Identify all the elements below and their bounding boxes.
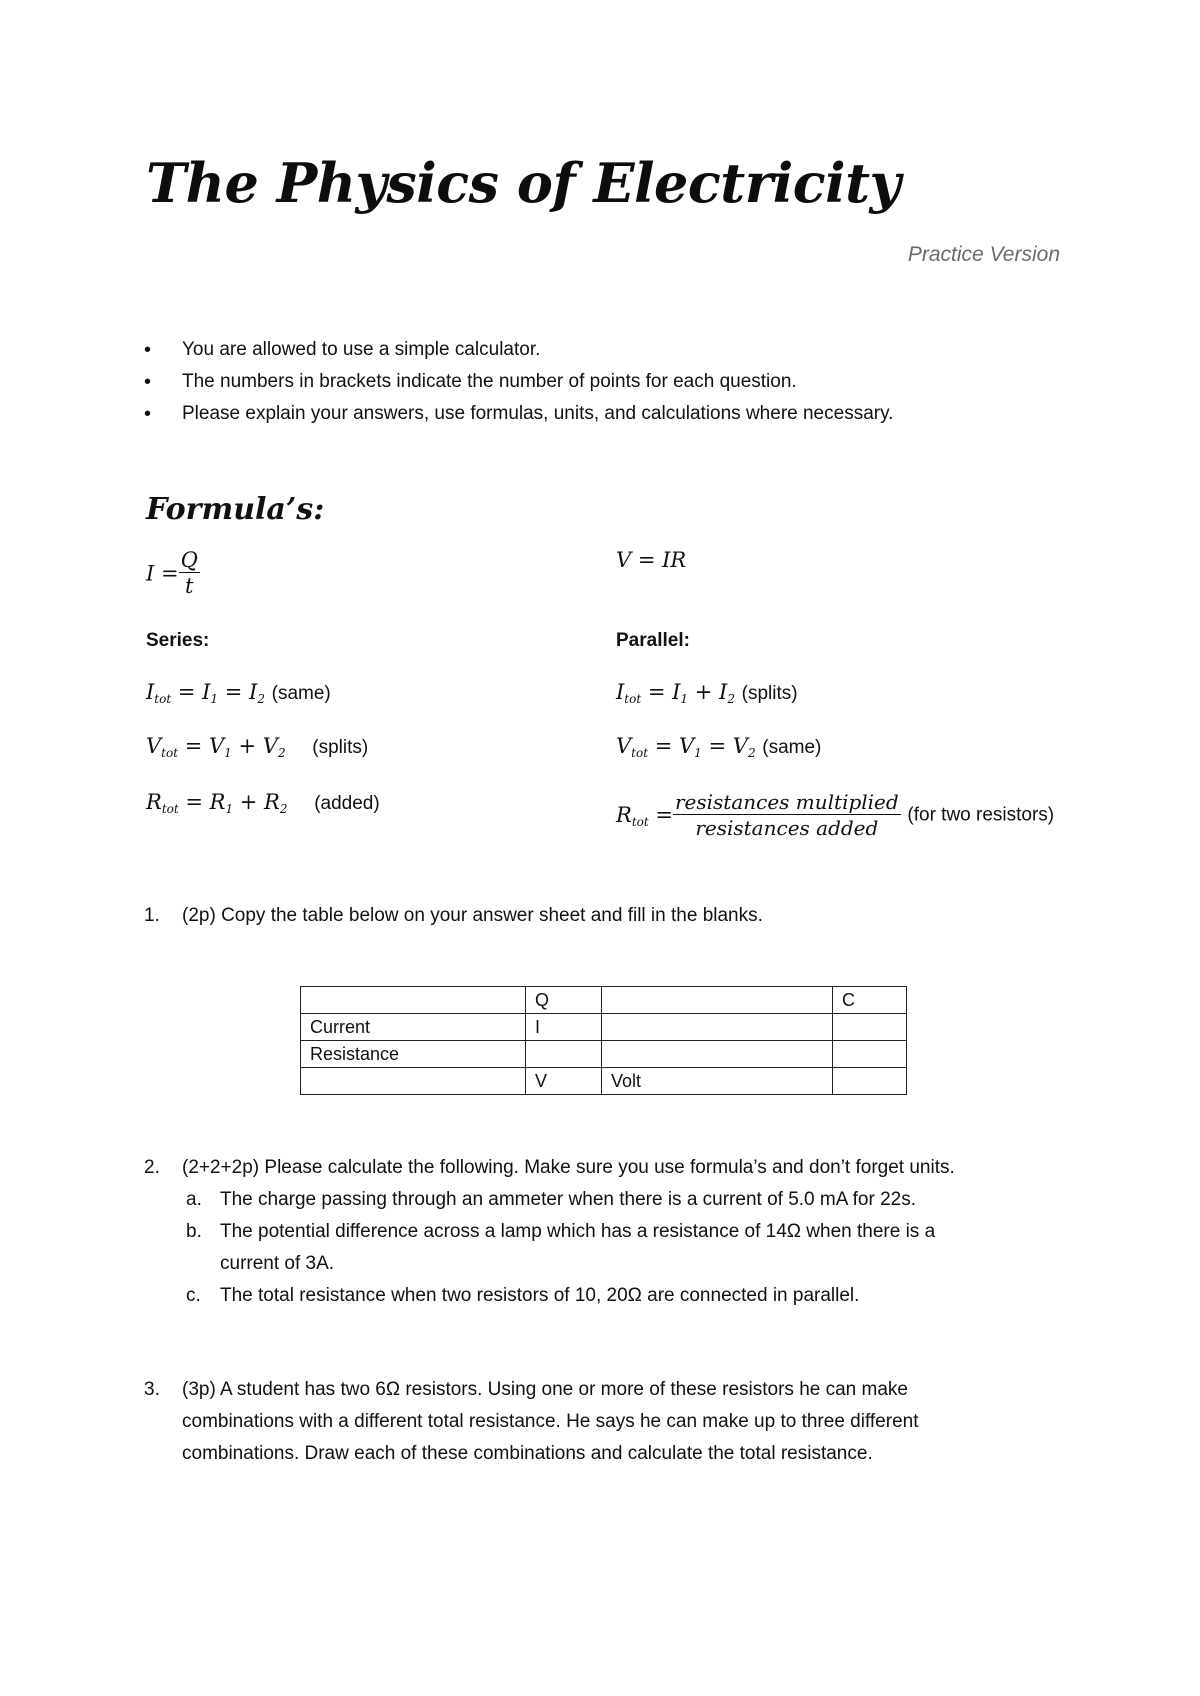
instruction-item: • The numbers in brackets indicate the number of points for each question. [140, 366, 893, 398]
instruction-item: • Please explain your answers, use formulas, units, and calculations where necessary. [140, 398, 893, 430]
formulas-heading: Formula’s: [146, 492, 325, 527]
subquestion-letter: c. [186, 1285, 201, 1306]
table-cell [833, 1041, 907, 1068]
subquestion-text: current of 3A. [220, 1253, 335, 1274]
formula-series-resistance: $R_{tot} = R_1 + R_2$ (added) [146, 790, 380, 816]
table-cell [301, 1068, 526, 1095]
table-cell: Q [526, 987, 602, 1014]
subquestion-b [186, 1216, 936, 1280]
table-cell [301, 987, 526, 1014]
question-text: combinations. Draw each of these combinations and calculate the total resistance. [182, 1443, 873, 1464]
series-current-note: (same) [271, 683, 331, 704]
document-title: The Physics of Electricity [146, 151, 901, 215]
table-cell [602, 1014, 833, 1041]
table-cell [602, 987, 833, 1014]
table-cell: V [526, 1068, 602, 1095]
question-text: (2p) Copy the table below on your answer sheet and fill in the blanks. [182, 905, 763, 926]
table-cell: Resistance [301, 1041, 526, 1068]
table-cell: I [526, 1014, 602, 1041]
fill-in-table [300, 986, 907, 1095]
question-1 [144, 900, 763, 932]
formula-series-voltage: $V_{tot} = V_1 + V_2$ (splits) [146, 734, 369, 760]
table-cell [833, 1068, 907, 1095]
subquestion-text: The total resistance when two resistors of 10, 20Ω are connected in parallel. [220, 1285, 860, 1306]
question-text: (3p) A student has two 6Ω resistors. Using one or more of these resistors he can make [182, 1379, 908, 1400]
table-cell [602, 1041, 833, 1068]
parallel-label: Parallel: [616, 630, 690, 651]
instruction-item: • You are allowed to use a simple calculator. [140, 334, 893, 366]
instructions-list [140, 334, 893, 430]
formula-series-current: $I_{tot} = I_1 = I_2$ (same) [146, 680, 331, 706]
series-resistance-note: (added) [314, 793, 380, 814]
series-voltage-note: (splits) [312, 737, 369, 758]
document-subtitle: Practice Version [907, 243, 1060, 266]
question-text: combinations with a different total resistance. He says he can make up to three different [182, 1411, 919, 1432]
formula-parallel-current: $I_{tot} = I_1 + I_2$ (splits) [616, 680, 798, 706]
question-number: 1. [144, 905, 160, 926]
table-row [301, 1041, 907, 1068]
subquestion-letter: a. [186, 1189, 202, 1210]
question-number: 3. [144, 1379, 160, 1400]
subquestion-c [186, 1280, 860, 1312]
question-2 [144, 1152, 955, 1184]
subquestion-text: The charge passing through an ammeter when there is a current of 5.0 mA for 22s. [220, 1189, 916, 1210]
parallel-resistance-note: (for two resistors) [907, 804, 1055, 826]
parallel-current-note: (splits) [741, 683, 798, 704]
fraction-numerator: resistances multiplied [674, 790, 899, 814]
subquestion-a [186, 1184, 916, 1216]
formula-parallel-resistance: $R_{tot}$ = $\frac{\text{resistances multiplied}}{\text{resistances added}}$ (for two resistors) [616, 790, 1055, 840]
table-cell: Current [301, 1014, 526, 1041]
series-label: Series: [146, 630, 210, 651]
formula-ohms-law: V = IR [616, 548, 687, 572]
parallel-voltage-note: (same) [762, 737, 822, 758]
formula-current-charge: I = $\frac{Q}{t}$ [146, 548, 198, 598]
fraction-denominator: resistances added [695, 816, 879, 840]
table-row [301, 1068, 907, 1095]
table-cell [526, 1041, 602, 1068]
formula-parallel-voltage: $V_{tot} = V_1 = V_2$ (same) [616, 734, 822, 760]
question-text: (2+2+2p) Please calculate the following. Make sure you use formula’s and don’t forget units. [182, 1157, 955, 1178]
subquestion-letter: b. [186, 1221, 202, 1242]
question-3 [144, 1374, 918, 1470]
table-cell [833, 1014, 907, 1041]
question-number: 2. [144, 1157, 160, 1178]
table-row [301, 987, 907, 1014]
table-cell: C [833, 987, 907, 1014]
table-cell: Volt [602, 1068, 833, 1095]
subquestion-text: The potential difference across a lamp which has a resistance of 14Ω when there is a [220, 1221, 936, 1242]
table-row [301, 1014, 907, 1041]
